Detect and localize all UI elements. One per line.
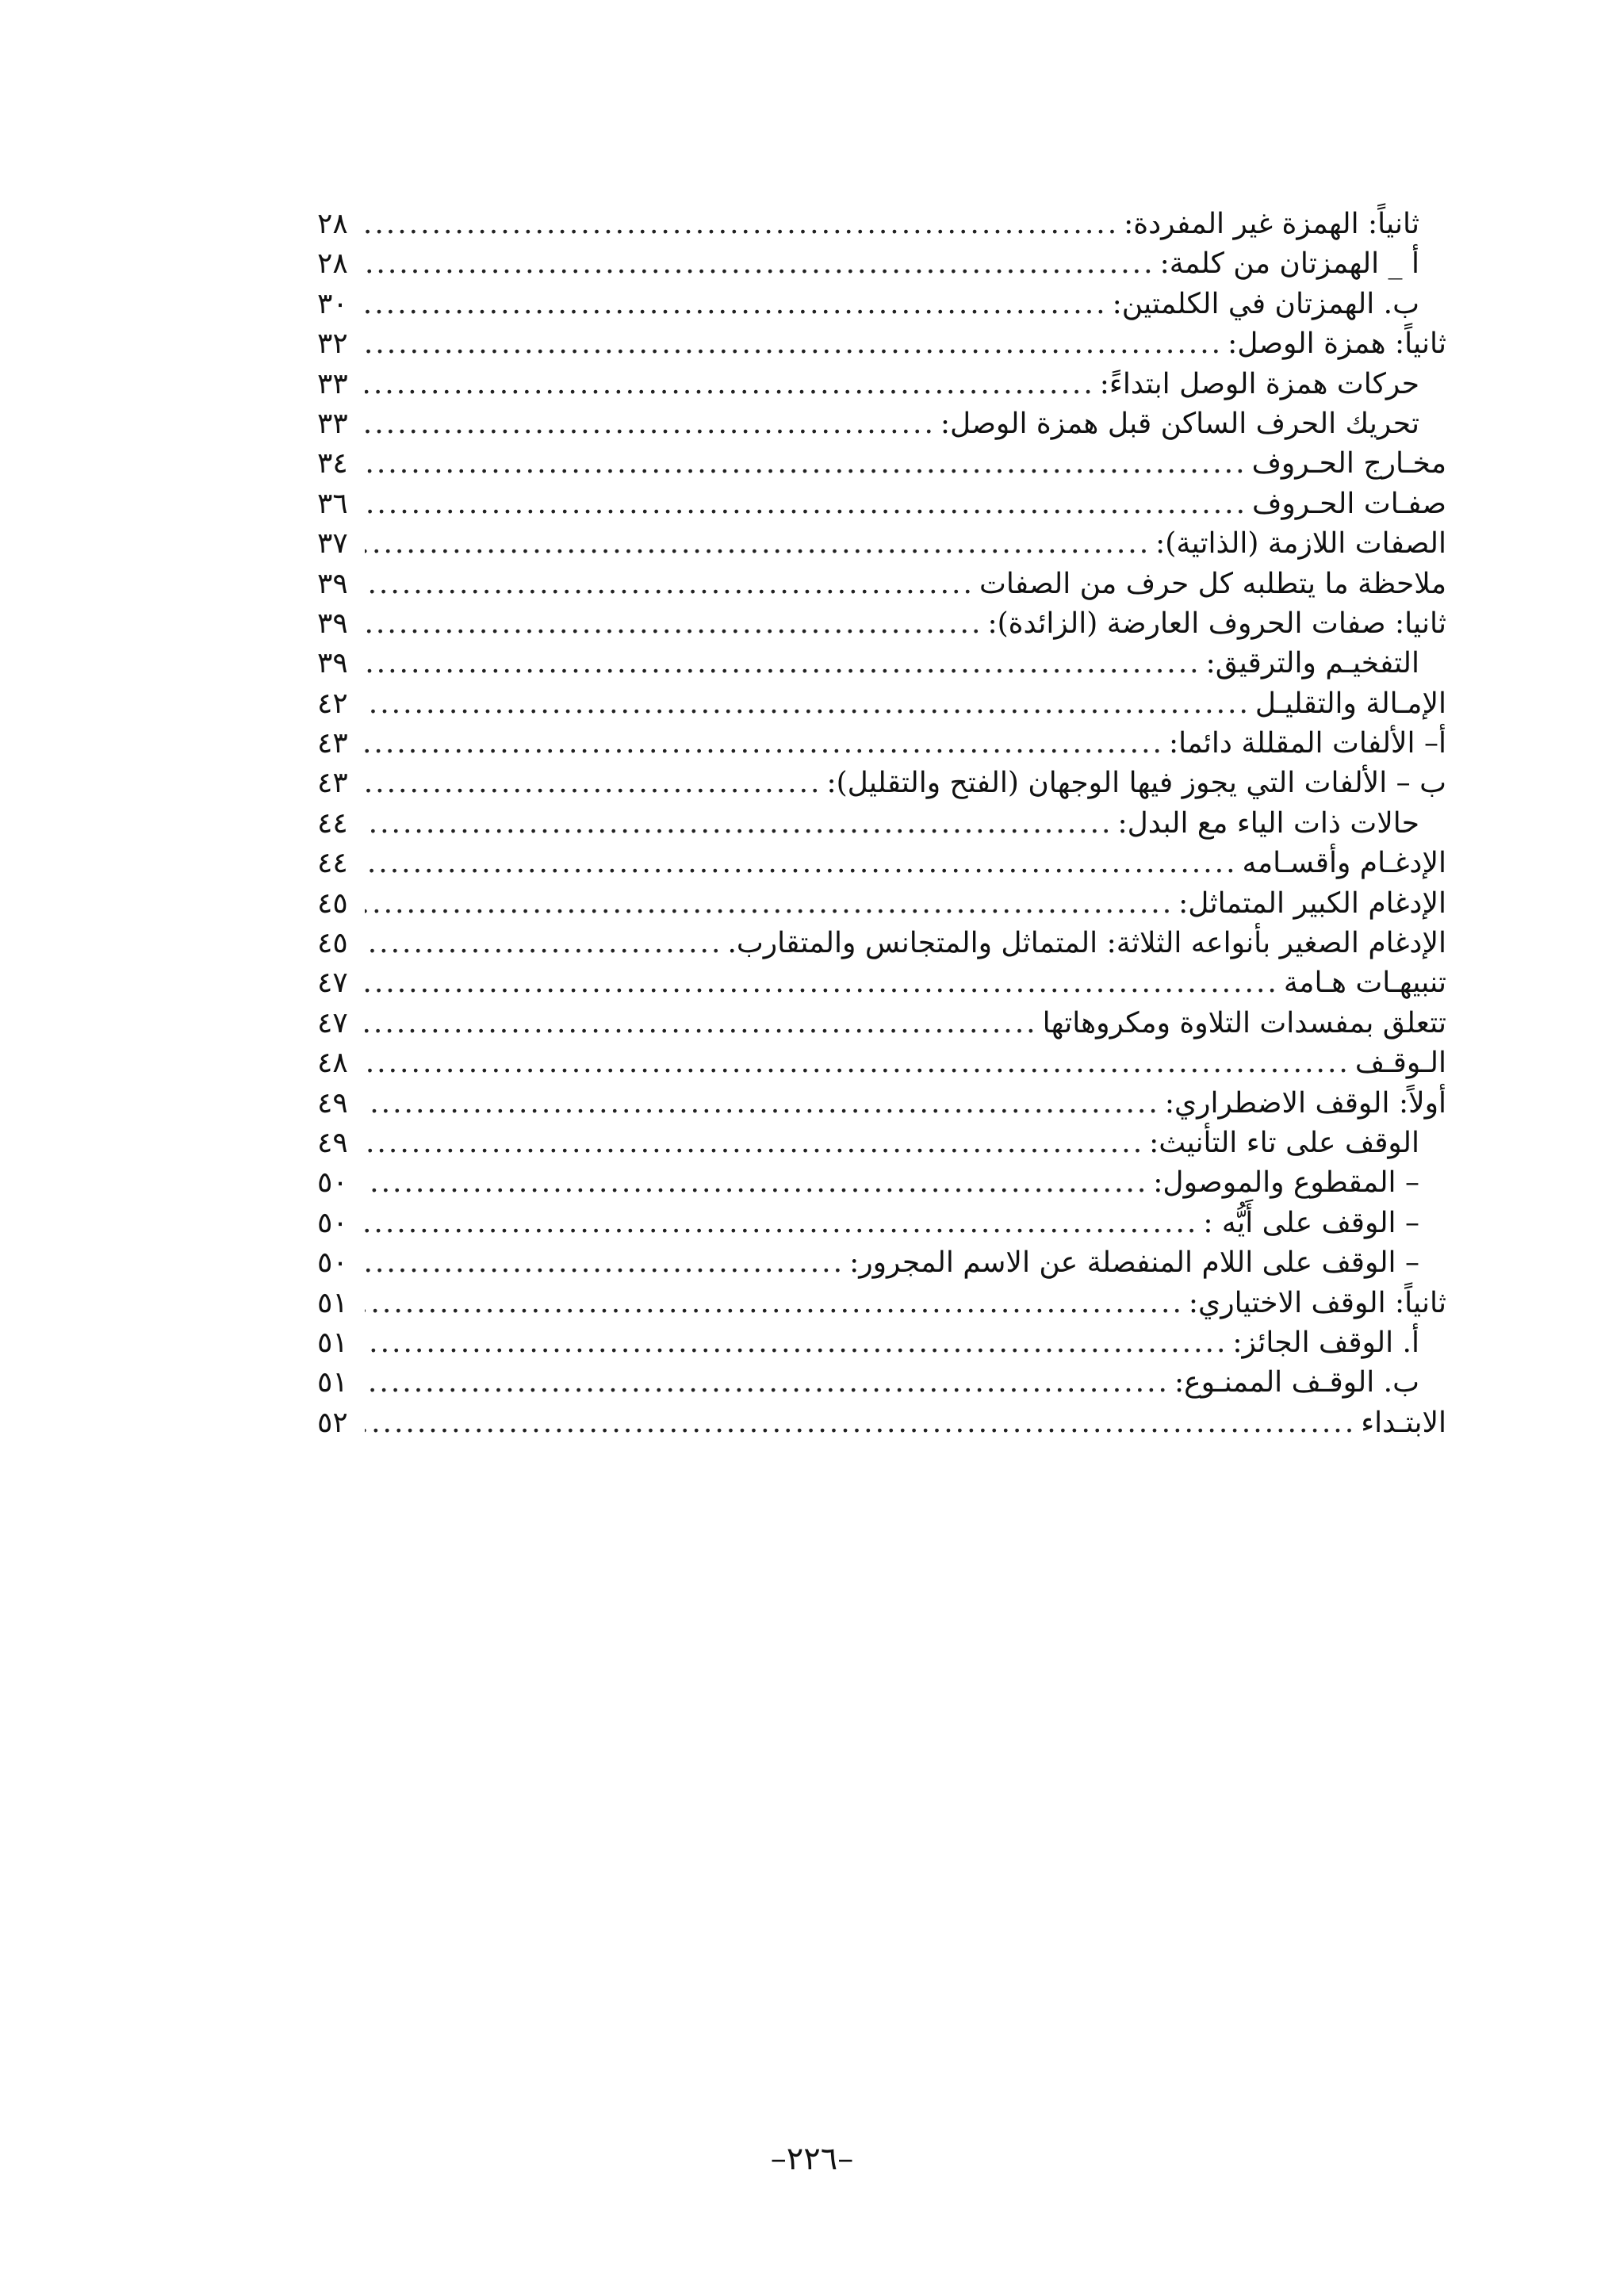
toc-page-number: ٥١ xyxy=(317,1286,348,1319)
leader-dots xyxy=(365,524,1151,564)
toc-entry-label: أ _ الهمزتان من كلمة: xyxy=(1159,247,1419,281)
toc-page-number: ٤٩ xyxy=(317,1086,348,1120)
leader-dots xyxy=(365,205,1119,244)
toc-page-number: ٤٧ xyxy=(317,967,348,1000)
toc-row xyxy=(317,684,1446,724)
toc-row xyxy=(317,764,1446,803)
toc-row xyxy=(317,804,1446,844)
toc-page-number: ٤٣ xyxy=(317,767,348,800)
leader-dots xyxy=(365,1004,1038,1043)
leader-dots xyxy=(365,684,1251,724)
page-number: –٢٢٦– xyxy=(770,2141,854,2177)
leader-dots xyxy=(365,604,982,644)
toc-page-number: ٤٥ xyxy=(317,886,348,920)
toc-row xyxy=(317,1284,1446,1323)
leader-dots xyxy=(365,444,1247,484)
leader-dots xyxy=(365,484,1247,524)
toc-row xyxy=(317,1204,1446,1243)
toc-entry-label: الصفات اللازمة (الذاتية): xyxy=(1155,527,1446,561)
toc-entry-label: ب. الوقـف الممنـوع: xyxy=(1174,1366,1419,1399)
table-of-contents xyxy=(317,205,1446,1443)
toc-page-number: ٤٩ xyxy=(317,1126,348,1159)
toc-entry-label: صفـات الحـروف xyxy=(1252,487,1446,520)
toc-entry-label: أولاً: الوقف الاضطراري: xyxy=(1164,1086,1446,1120)
toc-entry-label: حركات همزة الوصل ابتداءً: xyxy=(1099,367,1419,400)
toc-row xyxy=(317,1243,1446,1283)
leader-dots xyxy=(365,924,722,963)
toc-entry-label: مخـارج الحـروف xyxy=(1251,447,1446,480)
toc-entry-label: ب – الألفات التي يجوز فيها الوجهان (الفتح والتقليل): xyxy=(826,767,1446,800)
toc-entry-label: – الوقف على أَيُّه : xyxy=(1203,1206,1419,1239)
leader-dots xyxy=(365,804,1113,844)
toc-row xyxy=(317,644,1446,683)
toc-row xyxy=(317,244,1446,284)
toc-row xyxy=(317,1163,1446,1203)
toc-row xyxy=(317,604,1446,644)
leader-dots xyxy=(365,365,1095,404)
toc-entry-label: تحريك الحرف الساكن قبل همزة الوصل: xyxy=(940,407,1419,440)
toc-entry-label: الابتـداء xyxy=(1361,1406,1446,1439)
leader-dots xyxy=(365,884,1174,924)
leader-dots xyxy=(365,844,1238,883)
toc-entry-label: الإدغـام وأقسـامه xyxy=(1242,847,1446,880)
leader-dots xyxy=(365,244,1155,284)
toc-entry-label: – الوقف على اللام المنفصلة عن الاسم المجرور: xyxy=(849,1246,1419,1280)
toc-row xyxy=(317,324,1446,364)
toc-entry-label: ثانياً: الوقف الاختياري: xyxy=(1188,1286,1446,1319)
toc-row xyxy=(317,1124,1446,1163)
toc-page-number: ٢٨ xyxy=(317,247,348,281)
toc-page-number: ٢٨ xyxy=(317,208,348,240)
leader-dots xyxy=(365,1284,1184,1323)
toc-entry-label: الوقف على تاء التأنيث: xyxy=(1149,1126,1419,1159)
toc-row xyxy=(317,484,1446,524)
leader-dots xyxy=(365,1163,1148,1203)
leader-dots xyxy=(365,963,1279,1003)
toc-row xyxy=(317,205,1446,244)
toc-page-number: ٥٠ xyxy=(317,1166,348,1200)
toc-entry-label: ثانياً: همزة الوصل: xyxy=(1228,327,1446,361)
toc-page-number: ٤٣ xyxy=(317,727,348,760)
toc-row xyxy=(317,1403,1446,1443)
toc-page-number: ٥٢ xyxy=(317,1406,348,1439)
toc-row xyxy=(317,1363,1446,1403)
toc-entry-label: ثانياً: الهمزة غير المفردة: xyxy=(1124,208,1419,240)
toc-page-number: ٤٧ xyxy=(317,1006,348,1039)
leader-dots xyxy=(365,324,1223,364)
toc-entry-label: التفخيـم والترقيق: xyxy=(1205,647,1419,680)
toc-row xyxy=(317,1043,1446,1083)
toc-row xyxy=(317,844,1446,883)
toc-row xyxy=(317,1323,1446,1363)
toc-row xyxy=(317,1004,1446,1043)
leader-dots xyxy=(365,764,822,803)
leader-dots xyxy=(365,404,936,444)
leader-dots xyxy=(365,565,975,604)
leader-dots xyxy=(365,1323,1228,1363)
toc-row xyxy=(317,565,1446,604)
toc-entry-label: الإدغام الصغير بأنواعه الثلاثة: المتماثل والمتجانس والمتقارب. xyxy=(727,927,1446,960)
toc-entry-label: تنبيهـات هـامة xyxy=(1283,967,1446,1000)
toc-entry-label: ملاحظة ما يتطلبه كل حرف من الصفات xyxy=(979,567,1446,600)
toc-page-number: ٣٢ xyxy=(317,327,348,361)
toc-page-number: ٣٣ xyxy=(317,367,348,400)
toc-page-number: ٣٠ xyxy=(317,287,348,320)
toc-page-number: ٣٦ xyxy=(317,487,348,520)
leader-dots xyxy=(365,1204,1198,1243)
leader-dots xyxy=(365,1403,1356,1443)
toc-row xyxy=(317,524,1446,564)
toc-row xyxy=(317,444,1446,484)
toc-page-number: ٣٧ xyxy=(317,527,348,561)
leader-dots xyxy=(365,644,1201,683)
toc-entry-label: الإدغام الكبير المتماثل: xyxy=(1178,886,1446,920)
toc-entry-label: أ. الوقف الجائز: xyxy=(1232,1326,1419,1359)
leader-dots xyxy=(365,285,1108,324)
toc-entry-label: – المقطوع والموصول: xyxy=(1153,1166,1419,1200)
toc-entry-label: حالات ذات الياء مع البدل: xyxy=(1117,806,1419,840)
toc-page-number: ٥٠ xyxy=(317,1246,348,1280)
toc-page-number: ٤٢ xyxy=(317,687,348,720)
toc-page-number: ٣٣ xyxy=(317,407,348,440)
toc-row xyxy=(317,963,1446,1003)
toc-entry-label: الـوقـف xyxy=(1354,1047,1446,1080)
toc-row xyxy=(317,1084,1446,1124)
toc-entry-label: تتعلق بمفسدات التلاوة ومكروهاتها xyxy=(1042,1006,1446,1039)
leader-dots xyxy=(365,1084,1160,1124)
toc-row xyxy=(317,884,1446,924)
toc-page-number: ٤٤ xyxy=(317,806,348,840)
toc-page-number: ٤٤ xyxy=(317,847,348,880)
toc-row xyxy=(317,724,1446,764)
toc-page-number: ٤٥ xyxy=(317,927,348,960)
leader-dots xyxy=(365,1363,1170,1403)
toc-entry-label: أ– الألفات المقللة دائما: xyxy=(1169,727,1446,760)
toc-page-number: ٣٩ xyxy=(317,607,348,640)
toc-entry-label: ثانيا: صفات الحروف العارضة (الزائدة): xyxy=(987,607,1446,640)
toc-entry-label: الإمـالة والتقليـل xyxy=(1254,687,1446,720)
leader-dots xyxy=(365,1124,1144,1163)
toc-row xyxy=(317,365,1446,404)
toc-entry-label: ب. الهمزتان في الكلمتين: xyxy=(1112,287,1419,320)
toc-page-number: ٤٨ xyxy=(317,1047,348,1080)
toc-page-number: ٥١ xyxy=(317,1366,348,1399)
leader-dots xyxy=(365,1243,845,1283)
toc-row xyxy=(317,924,1446,963)
toc-page-number: ٥٠ xyxy=(317,1206,348,1239)
toc-page-number: ٣٩ xyxy=(317,647,348,680)
leader-dots xyxy=(365,724,1164,764)
toc-page-number: ٣٩ xyxy=(317,567,348,600)
toc-row xyxy=(317,404,1446,444)
toc-page-number: ٣٤ xyxy=(317,447,348,480)
leader-dots xyxy=(365,1043,1350,1083)
toc-page-number: ٥١ xyxy=(317,1326,348,1359)
toc-row xyxy=(317,285,1446,324)
